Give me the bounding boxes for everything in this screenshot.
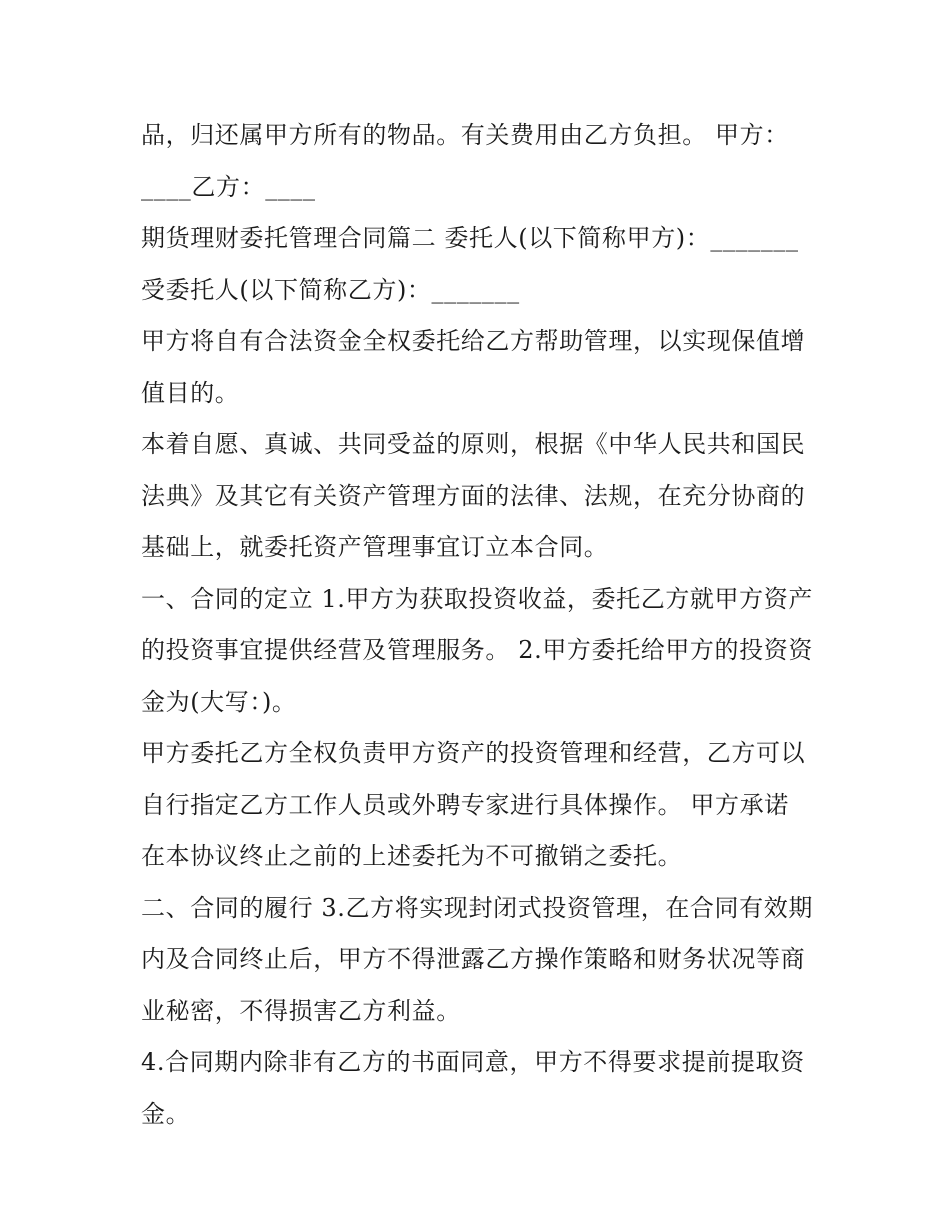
text-line: 在本协议终止之前的上述委托为不可撤销之委托。: [141, 842, 683, 870]
text-line: 法典》及其它有关资产管理方面的法律、法规，在充分协商的: [141, 481, 806, 510]
text-line: 受委托人(以下简称乙方)：_______: [141, 275, 520, 304]
text-line: 品，归还属甲方所有的物品。有关费用由乙方负担。 甲方：: [141, 121, 789, 149]
text-line: 金。: [141, 1099, 191, 1128]
text-line: 甲方将自有合法资金全权委托给乙方帮助管理，以实现保值增: [141, 327, 806, 355]
text-line: 自行指定乙方工作人员或外聘专家进行具体操作。 甲方承诺: [141, 790, 789, 819]
text-line: 基础上，就委托资产管理事宜订立本合同。: [141, 533, 609, 561]
text-line: 期货理财委托管理合同篇二 委托人(以下简称甲方)：_______: [141, 224, 799, 252]
text-line: 金为(大写：)。: [141, 687, 297, 716]
contract-text: [141, 110, 821, 1140]
text-line: 的投资事宜提供经营及管理服务。 2.甲方委托给甲方的投资资: [141, 636, 813, 664]
text-line: 4.合同期内除非有乙方的书面同意，甲方不得要求提前提取资: [141, 1048, 805, 1076]
text-line: 本着自愿、真诚、共同受益的原则，根据《中华人民共和国民: [141, 430, 806, 458]
text-line: 内及合同终止后，甲方不得泄露乙方操作策略和财务状况等商: [141, 945, 806, 973]
text-line: 业秘密，不得损害乙方利益。: [141, 996, 461, 1025]
signature-line: ____乙方：____: [141, 172, 316, 201]
section-heading-line: 一、合同的定立 1.甲方为获取投资收益，委托乙方就甲方资产: [141, 584, 813, 613]
section-heading-line: 二、合同的履行 3.乙方将实现封闭式投资管理，在合同有效期: [141, 893, 813, 922]
text-line: 甲方委托乙方全权负责甲方资产的投资管理和经营，乙方可以: [141, 739, 806, 767]
text-line: 值目的。: [141, 378, 240, 407]
